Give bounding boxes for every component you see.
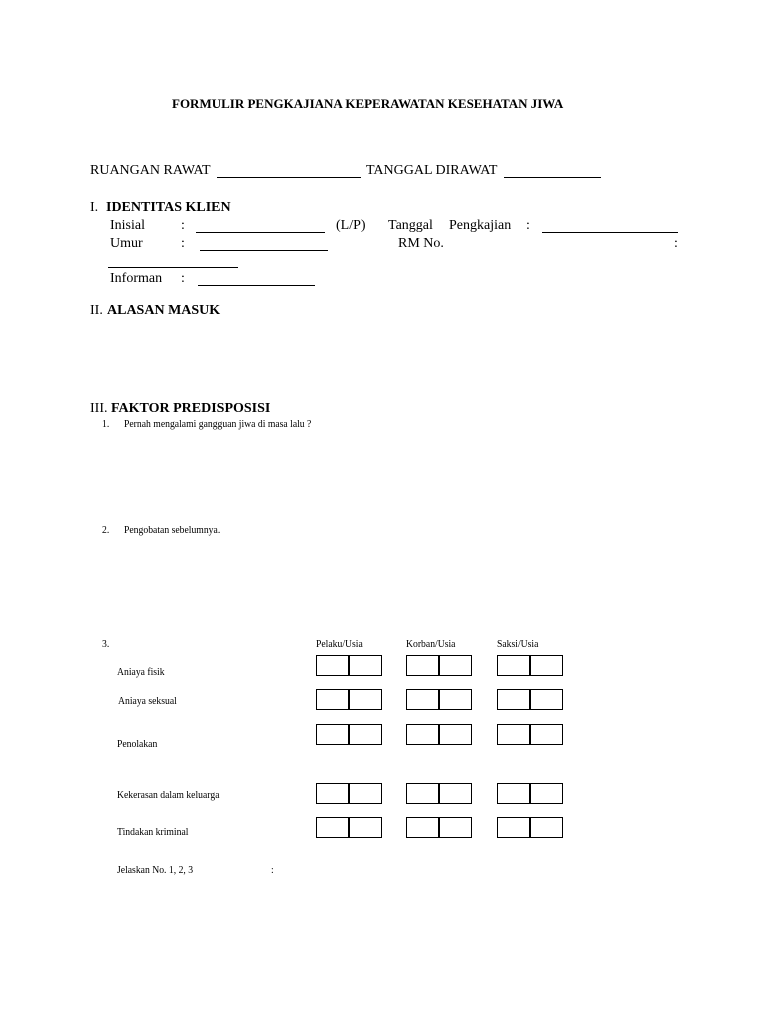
rm-no-label: RM No. <box>398 236 444 251</box>
question1-text: Pernah mengalami gangguan jiwa di masa lalu ? <box>124 418 312 430</box>
tanggal-pengkajian-colon: : <box>526 218 530 233</box>
kekerasan-dalam-keluarga-korban-box-2[interactable] <box>439 783 472 804</box>
row-label-tindakan-kriminal: Tindakan kriminal <box>117 826 189 838</box>
penolakan-pelaku-box-2[interactable] <box>349 724 382 745</box>
column-header-korban: Korban/Usia <box>406 638 456 650</box>
tindakan-kriminal-pelaku-box-2[interactable] <box>349 817 382 838</box>
tanggal-dirawat-field[interactable] <box>504 177 601 178</box>
tindakan-kriminal-pelaku-box-1[interactable] <box>316 817 349 838</box>
section2-title: ALASAN MASUK <box>107 303 221 318</box>
penolakan-pelaku-box-1[interactable] <box>316 724 349 745</box>
informan-field[interactable] <box>198 285 315 286</box>
question2-number: 2. <box>102 524 110 536</box>
kekerasan-dalam-keluarga-korban-box-1[interactable] <box>406 783 439 804</box>
aniaya-fisik-saksi-box-2[interactable] <box>530 655 563 676</box>
section1-heading <box>106 201 231 215</box>
aniaya-seksual-saksi-box-2[interactable] <box>530 689 563 710</box>
kekerasan-dalam-keluarga-pelaku-box-2[interactable] <box>349 783 382 804</box>
penolakan-saksi-box-2[interactable] <box>530 724 563 745</box>
tanggal-dirawat-label: TANGGAL DIRAWAT <box>366 163 498 178</box>
tindakan-kriminal-saksi-box-1[interactable] <box>497 817 530 838</box>
gender-label: (L/P) <box>336 218 366 233</box>
column-header-pelaku: Pelaku/Usia <box>316 638 363 650</box>
section1-title: IDENTITAS KLIEN <box>106 200 231 215</box>
aniaya-seksual-korban-box-1[interactable] <box>406 689 439 710</box>
aniaya-fisik-pelaku-box-2[interactable] <box>349 655 382 676</box>
section3-heading <box>111 402 270 416</box>
aniaya-fisik-pelaku-box-1[interactable] <box>316 655 349 676</box>
column-header-saksi: Saksi/Usia <box>497 638 539 650</box>
rm-no-colon: : <box>674 236 678 251</box>
tanggal-pengkajian-field[interactable] <box>542 232 678 233</box>
kekerasan-dalam-keluarga-saksi-box-1[interactable] <box>497 783 530 804</box>
section2-heading <box>107 304 220 318</box>
jelaskan-label: Jelaskan No. 1, 2, 3 <box>117 864 194 876</box>
section3-title: FAKTOR PREDISPOSISI <box>111 401 271 416</box>
tindakan-kriminal-korban-box-1[interactable] <box>406 817 439 838</box>
umur-label: Umur <box>110 236 143 251</box>
tindakan-kriminal-korban-box-2[interactable] <box>439 817 472 838</box>
section2-number: II. <box>90 303 103 318</box>
rm-no-field[interactable] <box>108 267 238 268</box>
form-title: FORMULIR PENGKAJIANA KEPERAWATAN KESEHATAN JIWA <box>172 96 564 111</box>
section3-number: III. <box>90 401 108 416</box>
kekerasan-dalam-keluarga-pelaku-box-1[interactable] <box>316 783 349 804</box>
inisial-field[interactable] <box>196 232 325 233</box>
aniaya-seksual-saksi-box-1[interactable] <box>497 689 530 710</box>
aniaya-seksual-korban-box-2[interactable] <box>439 689 472 710</box>
informan-label: Informan <box>110 271 163 286</box>
umur-field[interactable] <box>200 250 328 251</box>
umur-colon: : <box>181 236 185 251</box>
aniaya-seksual-pelaku-box-1[interactable] <box>316 689 349 710</box>
informan-colon: : <box>181 271 185 286</box>
row-label-aniaya-seksual: Aniaya seksual <box>118 695 177 707</box>
tanggal-pengkajian-label-word1: Tanggal <box>388 218 433 233</box>
question3-number: 3. <box>102 638 110 650</box>
row-label-kekerasan-dalam-keluarga: Kekerasan dalam keluarga <box>117 789 220 801</box>
row-label-penolakan: Penolakan <box>117 738 158 750</box>
penolakan-korban-box-1[interactable] <box>406 724 439 745</box>
question2-text: Pengobatan sebelumnya. <box>124 524 221 536</box>
penolakan-saksi-box-1[interactable] <box>497 724 530 745</box>
ruangan-rawat-field[interactable] <box>217 177 361 178</box>
penolakan-korban-box-2[interactable] <box>439 724 472 745</box>
ruangan-rawat-label: RUANGAN RAWAT <box>90 163 211 178</box>
tanggal-pengkajian-label-word2: Pengkajian <box>449 218 512 233</box>
inisial-label: Inisial <box>110 218 145 233</box>
aniaya-seksual-pelaku-box-2[interactable] <box>349 689 382 710</box>
jelaskan-colon: : <box>271 864 274 876</box>
kekerasan-dalam-keluarga-saksi-box-2[interactable] <box>530 783 563 804</box>
aniaya-fisik-saksi-box-1[interactable] <box>497 655 530 676</box>
row-label-aniaya-fisik: Aniaya fisik <box>117 666 165 678</box>
tindakan-kriminal-saksi-box-2[interactable] <box>530 817 563 838</box>
inisial-colon: : <box>181 218 185 233</box>
aniaya-fisik-korban-box-1[interactable] <box>406 655 439 676</box>
aniaya-fisik-korban-box-2[interactable] <box>439 655 472 676</box>
question1-number: 1. <box>102 418 110 430</box>
section1-number: I. <box>90 200 99 215</box>
